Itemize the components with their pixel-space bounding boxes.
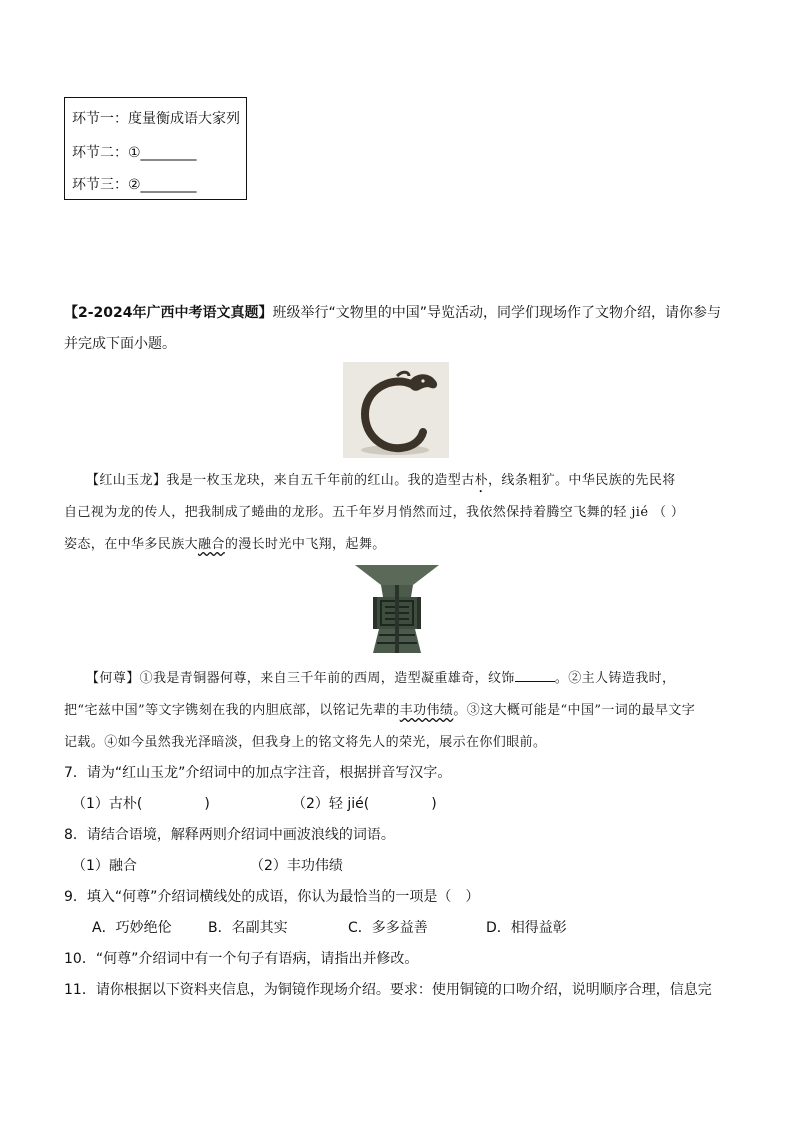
q8-item-2: （2）丰功伟绩: [250, 858, 343, 874]
hezun-line-2: [64, 699, 695, 718]
q9-option-d: D．相得益彰: [486, 920, 567, 936]
hongshan-text-1b: ，线条粗犷。中华民族的先民将: [488, 473, 676, 488]
q7-item-1: [72, 793, 210, 813]
question-7: 7．请为“红山玉龙”介绍词中的加点字注音，根据拼音写汉字。: [64, 765, 452, 781]
hongshan-line-1: [86, 469, 676, 496]
dotted-char: 朴: [474, 473, 489, 488]
question-11: 11．请你根据以下资料夹信息，为铜镜作现场介绍。要求：使用铜镜的口吻介绍，说明顺序合理，信息完: [64, 982, 712, 998]
intro-text: 班级举行“文物里的中国”导览活动，同学们现场作了文物介绍，请你参与: [272, 305, 722, 321]
hongshan-title: 【红山玉龙】: [86, 473, 167, 488]
hongshan-line-2: 自己视为龙的传人，把我制成了蜷曲的龙形。五千年岁月悄然而过，我依然保持着腾空飞舞的轻 jié （ ）: [64, 505, 685, 520]
outline-box: [64, 97, 247, 200]
hezun-text-1: ①我是青铜器何尊，来自三千年前的西周，造型凝重雄奇，纹饰: [139, 671, 515, 686]
q7-2-label: （2）轻 jié(: [292, 796, 370, 812]
hezun-text-2a: 把“宅兹中国”等文字镌刻在我的内胆底部，以铭记先辈的: [64, 703, 400, 718]
box-line-1: 环节一：度量衡成语大家列: [72, 111, 240, 127]
question-10: 10．“何尊”介绍词中有一个句子有语病，请指出并修改。: [64, 951, 419, 967]
hongshan-line-3: [64, 533, 386, 552]
intro-line-1: [64, 302, 721, 322]
source-tag: 【2-2024年广西中考语文真题】: [64, 305, 273, 321]
hongshan-text-3b: 的漫长时光中飞翔，起舞。: [224, 537, 386, 552]
intro-line-2: 并完成下面小题。: [64, 336, 176, 352]
q9-option-b: B．名副其实: [208, 920, 288, 936]
hongshan-text-3a: 姿态，在中华多民族大: [64, 537, 199, 552]
wavy-word-fenggongweiji: 丰功伟绩: [399, 703, 454, 718]
he-zun-image: [349, 557, 445, 659]
hezun-line-3: 记载。④如今虽然我光泽暗淡，但我身上的铭文将先人的荣光，展示在你们眼前。: [64, 735, 547, 750]
hezun-text-1-end: 。②主人铸造我时，: [554, 671, 676, 686]
hezun-line-1: [86, 667, 675, 686]
q7-2-close: ): [431, 796, 437, 812]
hongshan-text-1a: 我是一枚玉龙玦，来自五千年前的红山。我的造型古: [166, 473, 475, 488]
q7-1-label: （1）古朴(: [72, 796, 143, 812]
jade-dragon-image: [343, 362, 449, 458]
box-line-2: 环节二：①________: [72, 145, 197, 161]
question-8: 8．请结合语境，解释两则介绍词中画波浪线的词语。: [64, 827, 395, 843]
question-9: 9．填入“何尊”介绍词横线处的成语，你认为最恰当的一项是（ ）: [64, 889, 480, 905]
box-line-3: 环节三：②________: [72, 177, 197, 193]
fill-blank: [515, 669, 555, 682]
hezun-text-2b: 。③这大概可能是“中国”一词的最早文字: [453, 703, 696, 718]
q7-item-2: [292, 793, 437, 813]
q9-option-a: A．巧妙绝伦: [92, 920, 172, 936]
q9-option-c: C．多多益善: [348, 920, 428, 936]
hezun-title: 【何尊】: [86, 671, 140, 686]
wavy-word-ronghe: 融合: [198, 537, 225, 552]
q8-item-1: （1）融合: [72, 858, 137, 874]
q7-1-close: ): [204, 796, 210, 812]
